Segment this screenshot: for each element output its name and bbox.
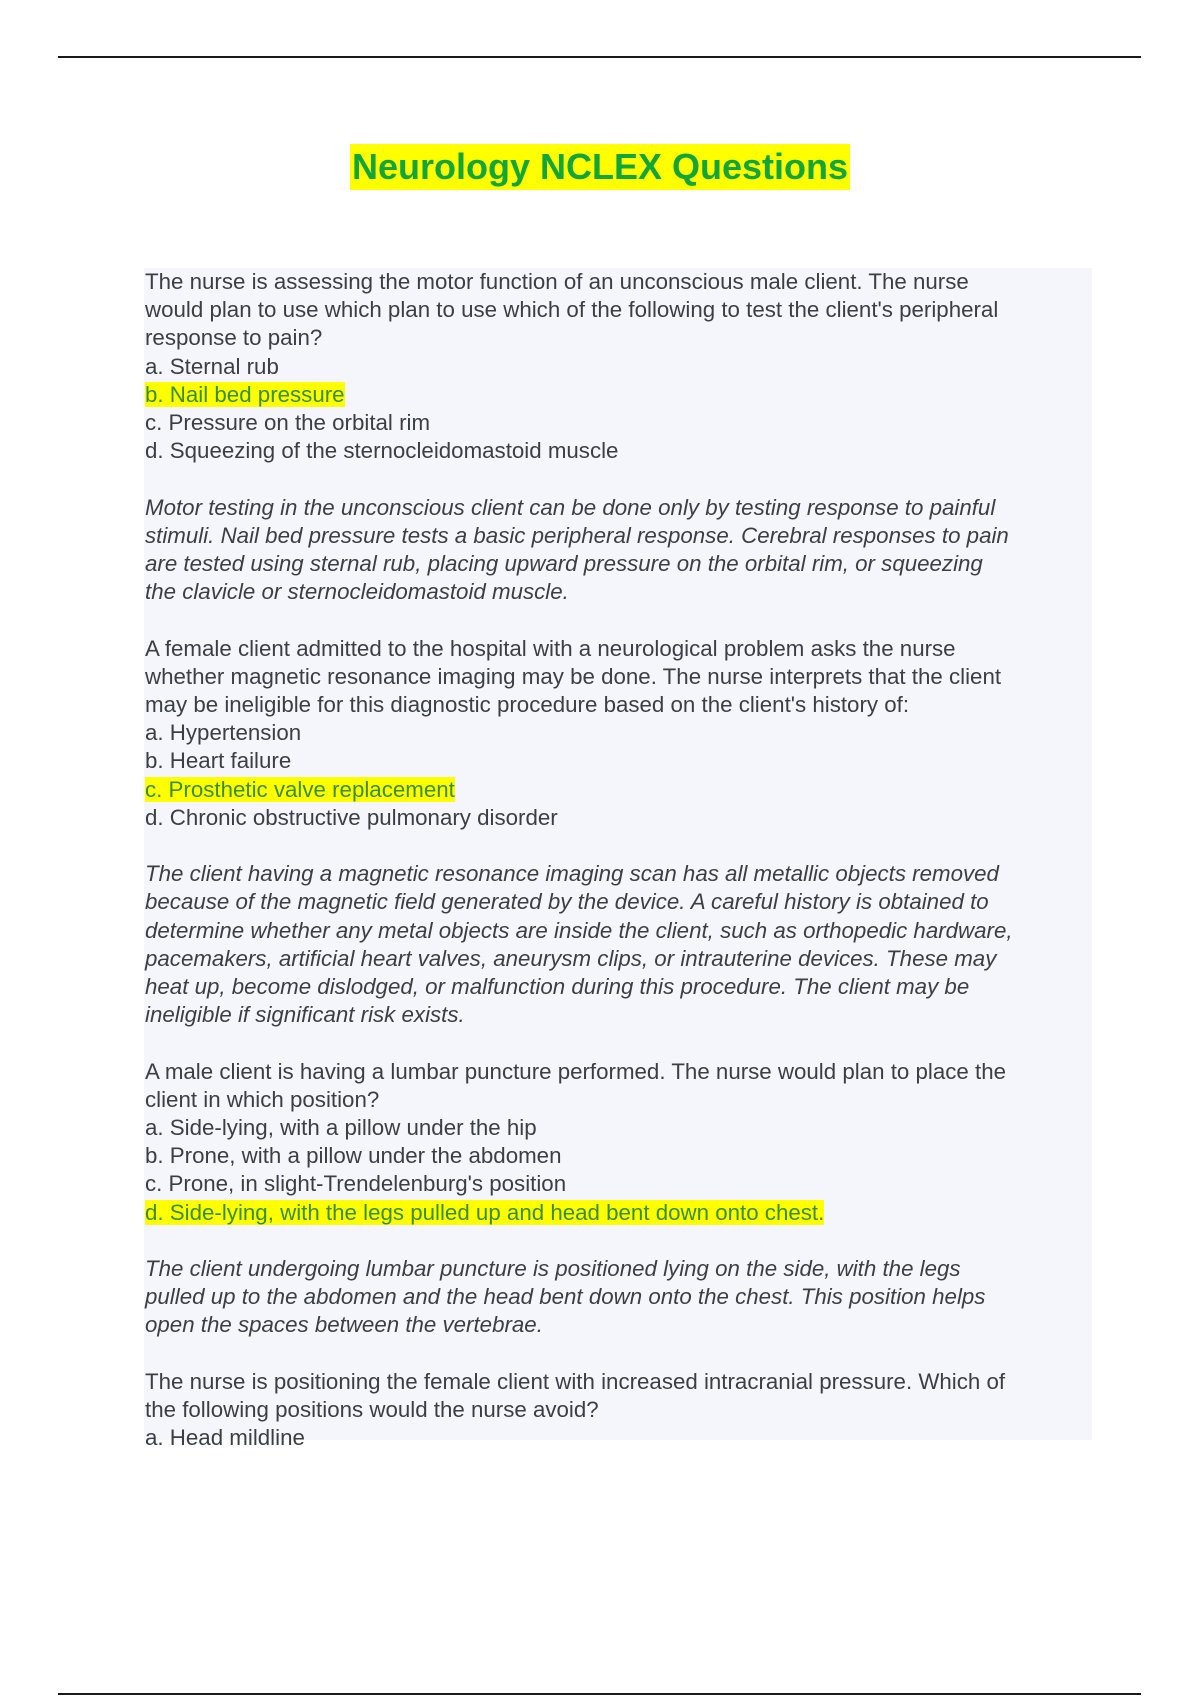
answer-option [145,1170,1092,1198]
question-stem-line: whether magnetic resonance imaging may be done. The nurse interprets that the client [145,663,1002,689]
explanation-line: The client having a magnetic resonance imaging scan has all metallic objects removed [145,861,999,887]
explanation-line: determine whether any metal objects are inside the client, such as orthopedic hardware, [145,917,1013,943]
explanation-line: are tested using sternal rub, placing upward pressure on the orbital rim, or squeezing [145,551,983,577]
answer-option [145,804,1092,832]
explanation-3 [145,1255,1092,1340]
explanation-1 [145,494,1092,607]
explanation-line: Motor testing in the unconscious client can be done only by testing response to painful [145,494,996,520]
option-text: c. Prone, in slight-Trendelenburg's position [145,1171,567,1197]
answer-option-correct [145,1199,1092,1227]
question-stem-line: the following positions would the nurse avoid? [145,1397,599,1423]
option-text: b. Heart failure [145,748,292,774]
option-text-highlighted: c. Prosthetic valve replacement [145,776,455,802]
explanation-line: ineligible if significant risk exists. [145,1002,465,1028]
question-3 [145,1058,1092,1227]
spacer [145,1029,1092,1057]
spacer [145,1227,1092,1255]
option-text: d. Squeezing of the sternocleidomastoid muscle [145,438,619,464]
option-text: a. Sternal rub [145,353,279,379]
question-stem-line: The nurse is assessing the motor function of an unconscious male client. The nurse [145,269,969,294]
question-content [144,268,1092,1451]
answer-option [145,409,1092,437]
explanation-line: the clavicle or sternocleidomastoid muscle. [145,579,569,605]
question-1 [145,268,1092,465]
option-text: b. Prone, with a pillow under the abdomen [145,1143,562,1169]
explanation-line: pulled up to the abdomen and the head bent down onto the chest. This position helps [145,1284,986,1310]
question-stem-line: The nurse is positioning the female client with increased intracranial pressure. Which of [145,1368,1006,1394]
question-stem-line: A male client is having a lumbar puncture performed. The nurse would plan to place the [145,1058,1006,1084]
explanation-line: because of the magnetic field generated by the device. A careful history is obtained to [145,889,989,915]
question-stem-line: response to pain? [145,325,323,351]
spacer [145,1340,1092,1368]
answer-option [145,1424,1092,1452]
answer-option [145,747,1092,775]
explanation-line: stimuli. Nail bed pressure tests a basic peripheral response. Cerebral responses to pain [145,522,1009,548]
answer-option [145,1142,1092,1170]
option-text: a. Hypertension [145,720,302,746]
question-2 [145,635,1092,832]
answer-option [145,437,1092,465]
explanation-line: pacemakers, artificial heart valves, aneurysm clips, or intrauterine devices. These may [145,945,997,971]
explanation-line: heat up, become dislodged, or malfunction during this procedure. The client may be [145,974,970,1000]
explanation-line: The client undergoing lumbar puncture is positioned lying on the side, with the legs [145,1256,961,1282]
answer-option [145,719,1092,747]
spacer [145,606,1092,634]
option-text: a. Head mildline [145,1425,305,1451]
spacer [145,832,1092,860]
question-stem-line: client in which position? [145,1086,380,1112]
option-text: a. Side-lying, with a pillow under the hip [145,1115,537,1141]
answer-option-correct [145,776,1092,804]
question-4 [145,1368,1092,1453]
question-stem-line: may be ineligible for this diagnostic procedure based on the client's history of: [145,692,910,718]
title-wrap [0,144,1200,190]
option-text-highlighted: d. Side-lying, with the legs pulled up and head bent down onto chest. [145,1199,825,1225]
option-text: d. Chronic obstructive pulmonary disorder [145,804,558,830]
explanation-2 [145,860,1092,1029]
option-text-highlighted: b. Nail bed pressure [145,381,345,407]
answer-option [145,1114,1092,1142]
question-stem-line: A female client admitted to the hospital with a neurological problem asks the nurse [145,635,956,661]
bottom-rule [58,1693,1141,1695]
page-title: Neurology NCLEX Questions [350,144,850,190]
option-text: c. Pressure on the orbital rim [145,410,431,436]
top-rule [58,56,1141,58]
question-stem-line: would plan to use which plan to use which of the following to test the client's peripheral [145,297,999,323]
answer-option-correct [145,381,1092,409]
spacer [145,465,1092,493]
explanation-line: open the spaces between the vertebrae. [145,1312,543,1338]
answer-option [145,353,1092,381]
